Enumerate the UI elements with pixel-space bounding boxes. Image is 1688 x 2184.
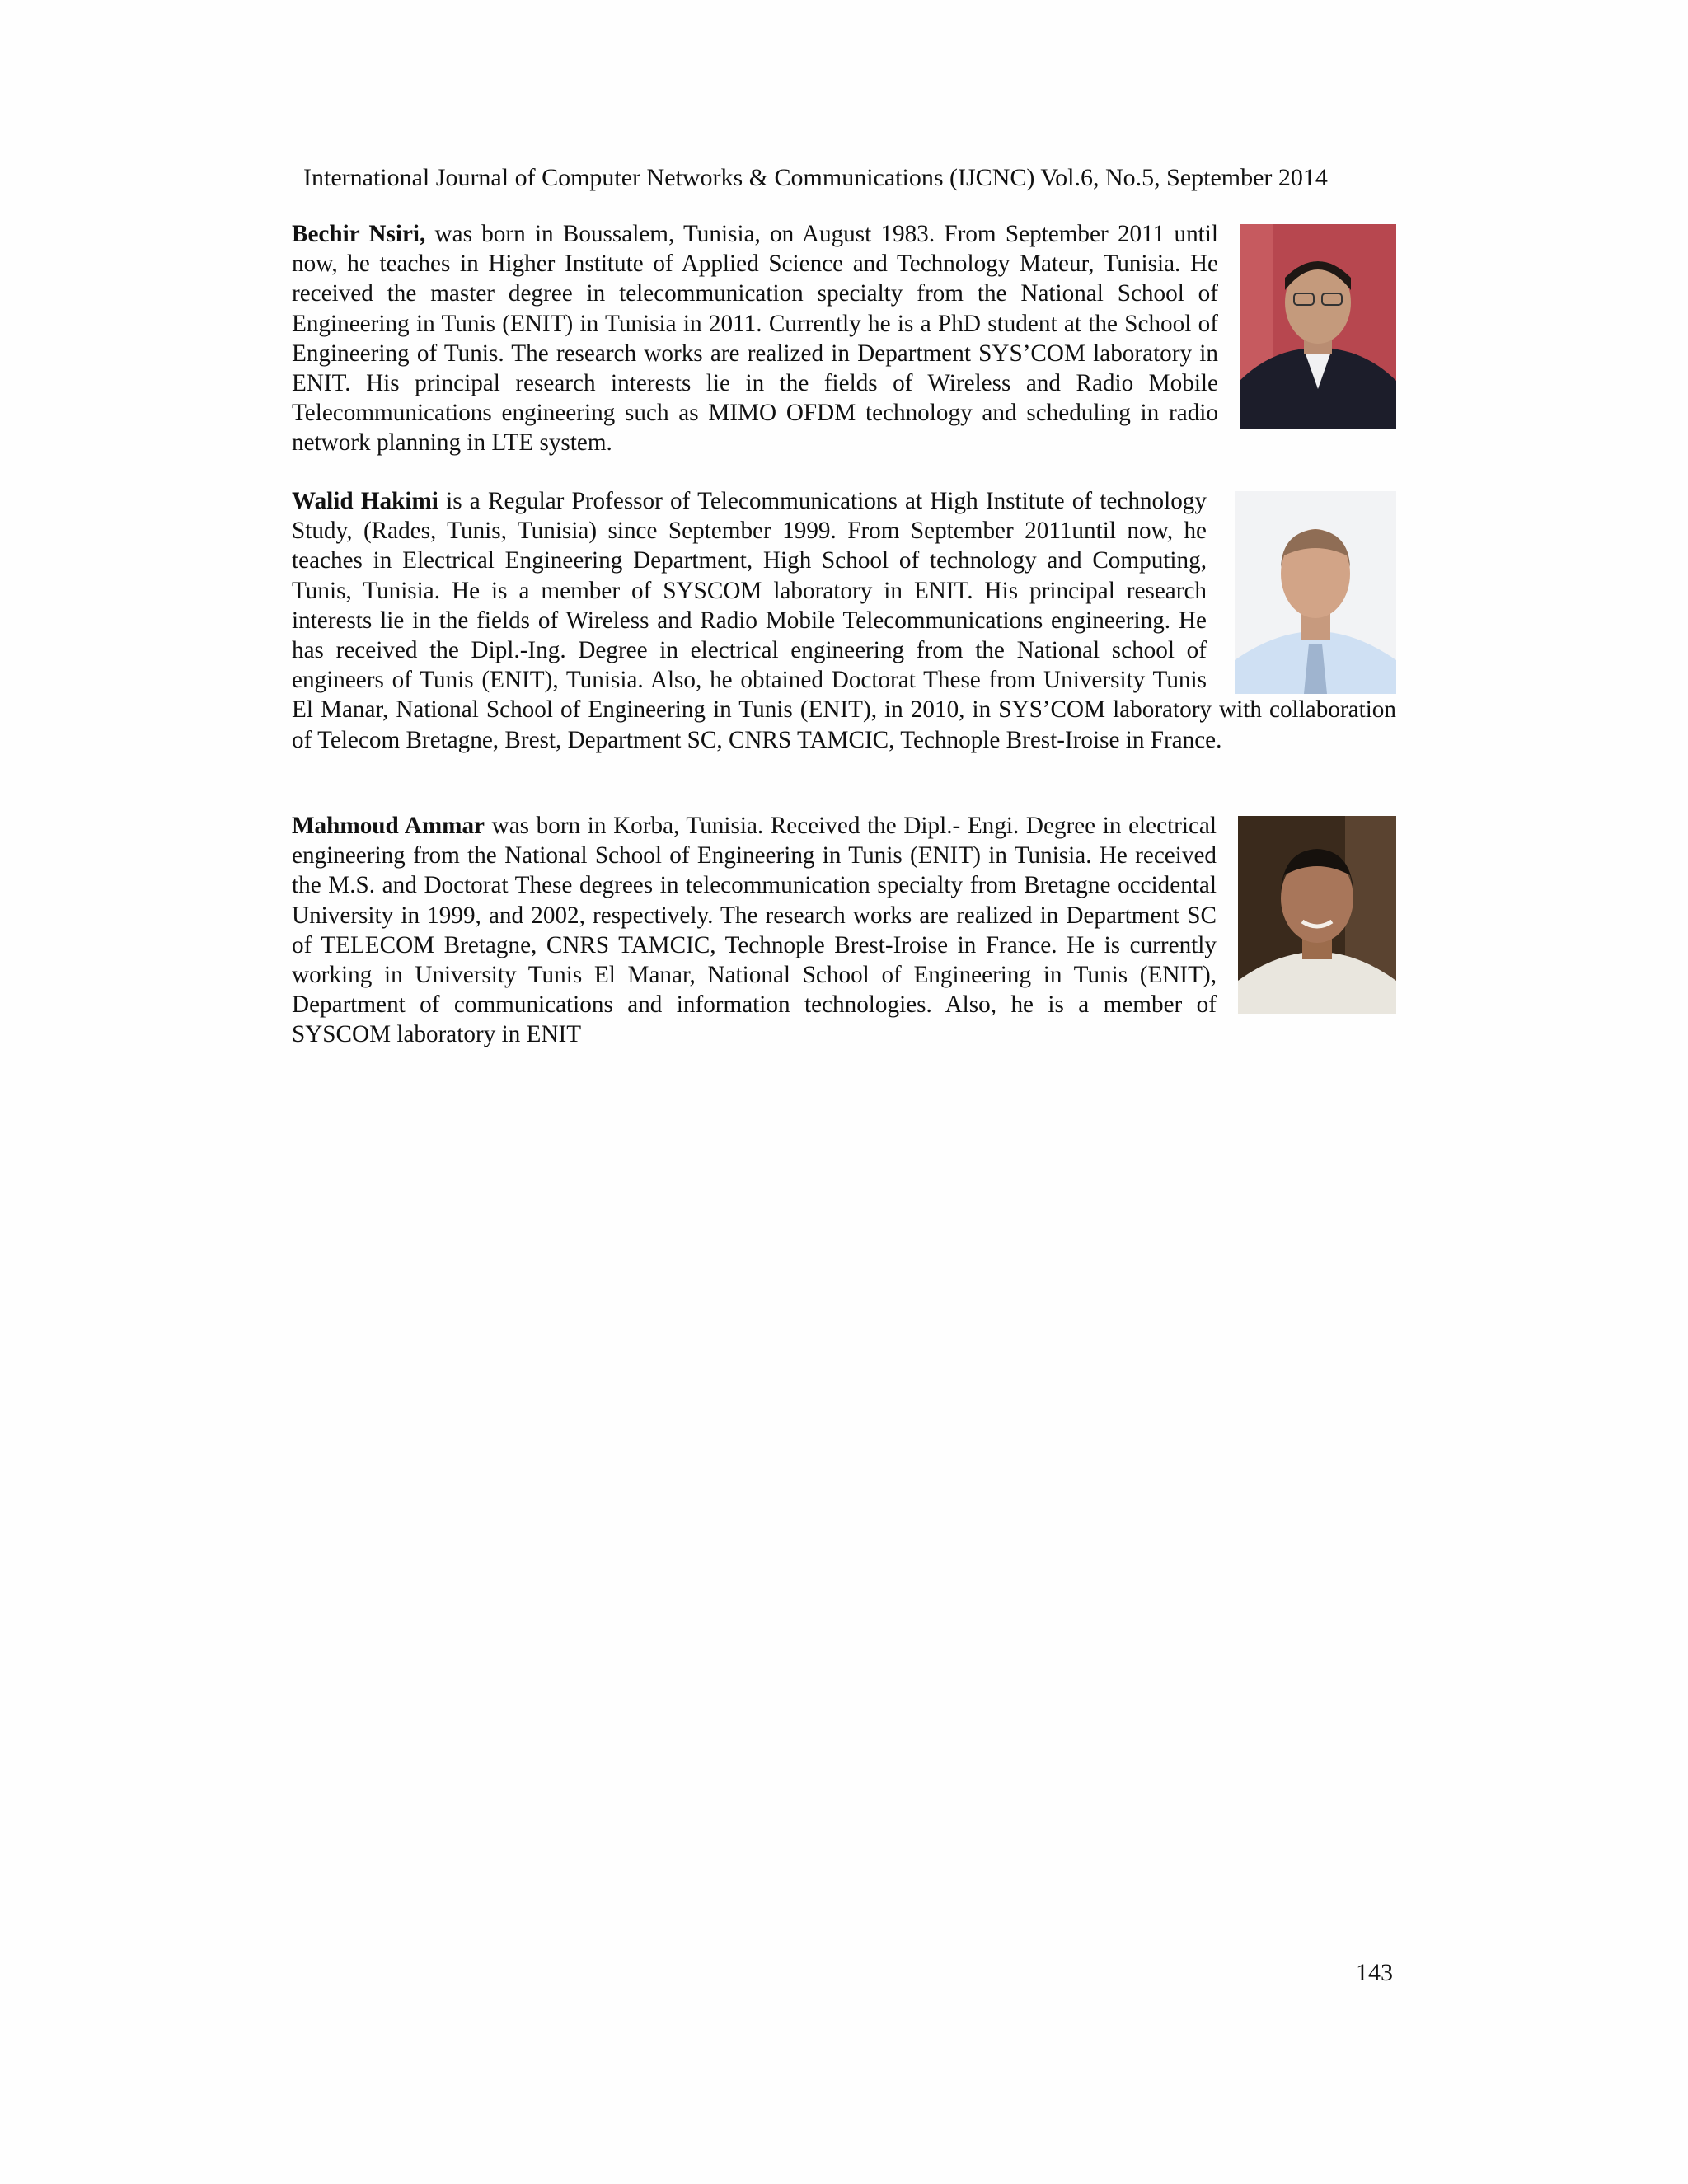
bio-bechir-nsiri [292,219,1396,458]
author-name: Mahmoud Ammar [292,813,485,839]
author-name: Bechir Nsiri, [292,221,426,247]
running-header: International Journal of Computer Networks & Communications (IJCNC) Vol.6, No.5, September 2014 [303,164,1328,191]
author-photo-bechir-nsiri [1240,224,1396,429]
bio-text: was born in Korba, Tunisia. Received the Dipl.- Engi. Degree in electrical engineering from the National School of Engineering in Tunis (ENIT) in Tunisia. He received the M.S. and Doctorat These degrees in telecommunication specialty from Bretagne occidental University in 1999, and 2002, respectively. The research works are realized in Department SC of TELECOM Bretagne, CNRS TAMCIC, Technople Brest-Iroise in France. He is currently working in University Tunis El Manar, National School of Engineering in Tunis (ENIT), Department of communications and information technologies. Also, he is a member of SYSCOM laboratory in ENIT [292,813,1217,1048]
bio-walid-hakimi [292,486,1396,755]
bio-mahmoud-ammar [292,811,1396,1050]
bio-text: was born in Boussalem, Tunisia, on August 1983. From September 2011 until now, he teaches in Higher Institute of Applied Science and Technology Mateur, Tunisia. He received the master degree in telecommunication specialty from the National School of Engineering in Tunis (ENIT) in Tunisia in 2011. Currently he is a PhD student at the School of Engineering of Tunis. The research works are realized in Department SYS’COM laboratory in ENIT. His principal research interests lie in the fields of Wireless and Radio Mobile Telecommunications engineering such as MIMO OFDM technology and scheduling in radio network planning in LTE system. [292,221,1218,457]
page-number: 143 [1356,1959,1393,1986]
author-name: Walid Hakimi [292,488,438,514]
bio-text: is a Regular Professor of Telecommunications at High Institute of technology Study, (Rades, Tunis, Tunisia) since September 1999. From September 2011until now, he teaches in Electrical Engineering Department, High School of technology and Computing, Tunis, Tunisia. He is a member of SYSCOM laboratory in ENIT. His principal research interests lie in the fields of Wireless and Radio Mobile Telecommunications engineering. He has received the Dipl.-Ing. Degree in electrical engineering from the National school of engineers of Tunis (ENIT), Tunisia. Also, he obtained Doctorat These from University Tunis El Manar, National School of Engineering in Tunis (ENIT), in 2010, in SYS’COM laboratory with collaboration of Telecom Bretagne, Brest, Department SC, CNRS TAMCIC, Technople Brest-Iroise in France. [292,488,1396,753]
author-photo-mahmoud-ammar [1238,816,1396,1014]
author-photo-walid-hakimi [1235,491,1396,694]
